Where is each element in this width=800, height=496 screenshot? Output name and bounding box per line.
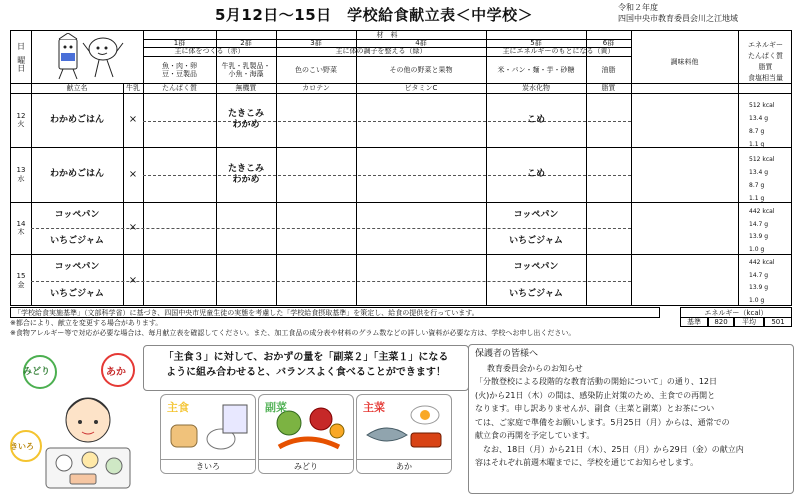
notice-line: なります。申し訳ありませんが、副食（主菜と副菜）とお茶につい	[475, 404, 715, 413]
energy-header: エネルギー たんぱく質 脂質 食塩相当量	[748, 41, 783, 82]
energy-values	[749, 153, 791, 205]
group-5-item: コッペパン	[513, 262, 559, 273]
food-group-label: あか	[357, 459, 451, 473]
day-date: 13	[16, 166, 26, 175]
group-5-foods: 米・パン・麺・芋・砂糖	[497, 65, 575, 74]
notice-line: (火)から21日（木）の間は、感染防止対策のため、主食での再開と	[475, 390, 716, 400]
notice-line: 「分散登校による段階的な教育活動の開始について」の通り、12日	[475, 377, 718, 386]
food-group-green	[258, 394, 354, 474]
energy-fat: 13.9 g	[749, 284, 769, 291]
issuer-year: 令和２年度	[618, 3, 658, 12]
food-group-red	[356, 394, 452, 474]
day-cell	[11, 147, 31, 202]
seasoning-header: 調味料他	[670, 57, 699, 66]
energy-salt: 1.0 g	[749, 245, 765, 253]
mascot-illustration	[41, 33, 127, 81]
standards-avg-label: 平均	[734, 317, 764, 327]
yellow-category-header: 主にエネルギーのもとになる（黄）	[502, 47, 615, 56]
energy-protein: 14.7 g	[749, 220, 769, 228]
energy-values	[749, 257, 791, 307]
standards-avg-value: 501	[764, 317, 792, 327]
group-1-nutrient: たんぱく質	[162, 83, 197, 92]
energy-kcal: 442 kcal	[749, 259, 775, 266]
menu-item: コッペパン	[54, 209, 100, 220]
energy-kcal: 512 kcal	[749, 156, 775, 163]
group-6-foods: 油脂	[601, 65, 616, 74]
group-3-foods: 色のこい野菜	[295, 65, 337, 74]
group-2-item: たきこみ わかめ	[227, 109, 264, 130]
standards-base-value: 820	[708, 317, 734, 327]
day-header-bottom: 曜日	[16, 55, 26, 72]
notice-greeting: 保護者の皆様へ	[475, 349, 539, 359]
milk-header: 牛乳	[126, 83, 140, 92]
food-group-tag: 主食	[167, 401, 189, 414]
milk-mark: ×	[128, 222, 138, 233]
group-2-nutrient: 無機質	[235, 83, 257, 92]
day-date: 15	[16, 272, 26, 281]
energy-fat: 8.7 g	[749, 128, 765, 135]
footnote-change: ※都合により、献立を変更する場合があります。	[10, 319, 163, 327]
energy-fat: 8.7 g	[749, 182, 765, 189]
energy-values	[749, 99, 791, 151]
footnote-allergy: ※食物アレルギー等で対応が必要な場合は、毎月献立表を確認してください。また、加工食品の成分表や材料のグラム数などの詳しい資料が必要な方は、学校へお申し出ください。	[10, 329, 576, 337]
group-6-header: 6群	[602, 38, 615, 47]
food-group-tag: 主菜	[363, 401, 385, 414]
energy-protein: 13.4 g	[749, 169, 769, 176]
issuer-org: 四国中央市教育委員会川之江地域	[618, 14, 738, 23]
energy-kcal: 512 kcal	[749, 102, 775, 109]
badge-aka: あか	[106, 367, 126, 378]
energy-fat: 13.9 g	[749, 233, 769, 240]
menu-item: コッペパン	[54, 262, 100, 273]
group-2-header: 2群	[240, 38, 252, 47]
day-cell	[11, 202, 31, 254]
menu-item: わかめごはん	[49, 169, 104, 180]
group-5-item: こめ	[526, 169, 545, 180]
menu-name-header: 献立名	[66, 83, 88, 92]
day-date: 14	[16, 219, 26, 228]
group-4-header: 4群	[415, 38, 427, 47]
day-weekday: 木	[17, 228, 25, 236]
food-group-tag: 副菜	[265, 401, 287, 414]
group-1-header: 1群	[173, 38, 186, 47]
group-6-nutrient: 脂質	[601, 83, 616, 92]
badge-midori: みどり	[23, 367, 51, 377]
group-2-item: たきこみ わかめ	[227, 163, 264, 185]
group-3-nutrient: カロテン	[302, 83, 330, 92]
green-category-header: 主に体の調子を整える（緑）	[335, 47, 427, 56]
promo-line-2: ように組み合わせると、バランスよく食べることができます！	[166, 367, 446, 378]
energy-protein: 14.7 g	[749, 271, 769, 279]
standard-note: 「学校給食実施基準」（文部科学省）に基づき、四国中央市児童生徒の実態を考慮した「学校給食摂取基準」を策定し、給食の提供を行っています。	[10, 307, 660, 318]
day-cell	[11, 93, 31, 147]
notice-line: なお、18日（月）から21日（木）、25日（月）から29日（金）の献立内	[475, 444, 744, 454]
energy-salt: 1.1 g	[749, 141, 765, 148]
notice-line: ては、ご家庭で準備をお願いします。5月25日（月）からは、通常での	[475, 417, 730, 427]
group-4-foods: その他の野菜と果物	[389, 65, 453, 74]
group-5-item: いちごジャム	[509, 235, 563, 246]
day-header-top: 日	[17, 42, 25, 52]
food-group-label: きいろ	[161, 459, 255, 473]
milk-mark: ×	[128, 274, 138, 286]
group-1-foods: 魚・肉・卵 豆・豆製品	[162, 61, 197, 78]
energy-salt: 1.1 g	[749, 195, 765, 202]
day-weekday: 金	[17, 280, 25, 289]
notice-subtitle: 教育委員会からのお知らせ	[487, 363, 583, 373]
page-title: 5月12日～15日 学校給食献立表＜中学校＞	[215, 6, 534, 24]
group-5-header: 5群	[530, 38, 542, 47]
energy-values	[749, 206, 791, 256]
balance-promo	[143, 345, 469, 391]
badge-kiiro: きいろ	[10, 442, 34, 451]
energy-salt: 1.0 g	[749, 296, 765, 304]
ingredients-header: 材 料	[376, 30, 398, 39]
group-5-item: こめ	[526, 114, 545, 125]
notice-line: 献立食の再開を予定しています。	[475, 431, 595, 440]
food-group-label: みどり	[259, 459, 353, 473]
standards-energy-label: エネルギー（kcal）	[680, 307, 792, 317]
standards-base-label: 基準	[680, 317, 708, 327]
group-5-item: いちごジャム	[509, 288, 563, 299]
group-5-nutrient: 炭水化物	[522, 83, 550, 92]
group-5-item: コッペパン	[513, 209, 559, 220]
day-weekday: 水	[17, 174, 25, 183]
menu-item: わかめごはん	[49, 114, 104, 125]
group-3-header: 3群	[310, 38, 322, 47]
promo-line-1: 「主食３」に対して、おかずの量を「副菜２」「主菜１」になる	[163, 352, 449, 363]
day-date: 12	[16, 111, 26, 120]
menu-item: いちごジャム	[50, 288, 104, 299]
issuer-block	[618, 2, 738, 24]
energy-protein: 13.4 g	[749, 115, 769, 122]
menu-item: いちごジャム	[50, 235, 104, 246]
food-group-yellow	[160, 394, 256, 474]
day-header	[11, 37, 31, 77]
day-cell	[11, 254, 31, 307]
notice-line: 容はそれぞれ前週木曜までに、学校を通じてお知らせします。	[475, 458, 699, 467]
milk-mark: ×	[128, 168, 138, 180]
milk-mark: ×	[128, 114, 138, 125]
group-4-nutrient: ビタミンC	[404, 83, 438, 92]
menu-table	[10, 30, 792, 306]
group-2-foods: 牛乳・乳製品・ 小魚・海藻	[221, 61, 271, 78]
day-weekday: 火	[17, 120, 25, 128]
red-category-header: 主に体をつくる（赤）	[174, 47, 245, 56]
parent-notice	[468, 344, 794, 494]
energy-kcal: 442 kcal	[749, 208, 775, 215]
